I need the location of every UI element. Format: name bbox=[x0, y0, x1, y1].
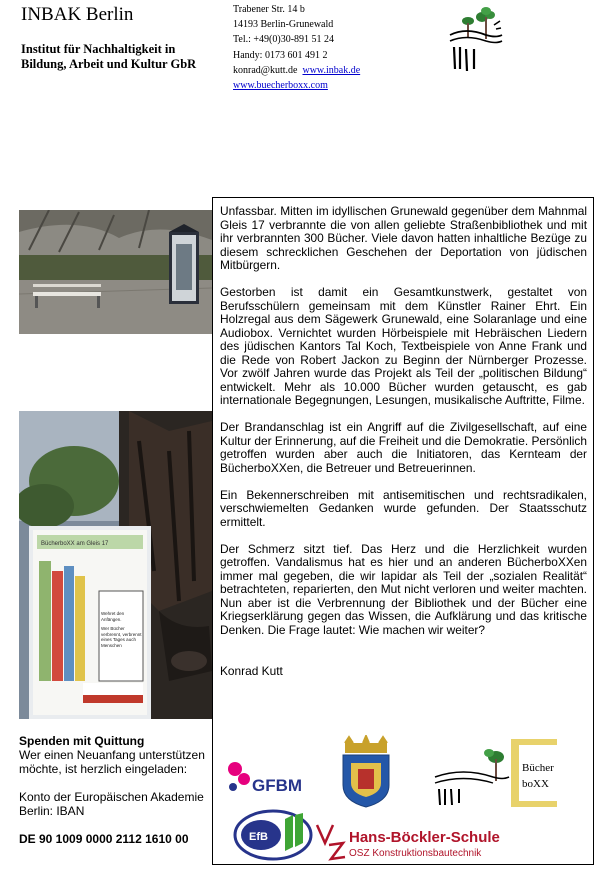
school-subtitle: OSZ Konstruktionsbautechnik bbox=[349, 848, 482, 859]
phone: Tel.: +49(0)30-891 51 24 bbox=[233, 34, 335, 46]
address-street: Trabener Str. 14 b bbox=[233, 4, 305, 15]
donation-line4: Berlin: IBAN bbox=[19, 804, 85, 818]
buecherboxx-text-1: Bücher bbox=[522, 762, 554, 774]
inbak-logo bbox=[446, 5, 504, 77]
hans-boeckler-logo bbox=[317, 825, 500, 859]
donation-iban: DE 90 1009 0000 2112 1610 00 bbox=[19, 832, 189, 846]
signature: Konrad Kutt bbox=[220, 664, 283, 678]
donation-line2: möchte, ist herzlich eingeladen: bbox=[19, 762, 188, 776]
sign-title: BücherboXX am Gleis 17 bbox=[41, 541, 109, 547]
mobile: Handy: 0173 601 491 2 bbox=[233, 49, 328, 61]
buecherboxx-logo bbox=[511, 739, 557, 807]
article-paragraph-3: Der Brandanschlag ist ein Angriff auf die Zivilgesellschaft, auf eine Kultur der Erinnerung, auf die Freiheit und die Demokratie. Persönlich getroffen wurden aber auch die Initiatoren, das Kernteam der BücherboXXen, die Betreuer und Betreuerinnen. bbox=[220, 420, 587, 475]
coat-of-arms-icon bbox=[343, 736, 389, 807]
donation-title: Spenden mit Quittung bbox=[19, 734, 145, 748]
efb-text: EfB bbox=[249, 831, 268, 843]
article-paragraph-1: Unfassbar. Mitten im idyllischen Grunewald gegenüber dem Mahnmal Gleis 17 verbrannte die von allen geliebte Straßenbibliothek und mit ihr verbrannten 300 Bücher. Viele davon hatten inhaltliche Bezüge zu diesem schrecklichen Geschehen der Deportation von jüdischen Mitbürgern. bbox=[220, 204, 587, 272]
donation-line3: Konto der Europäischen Akademie bbox=[19, 790, 204, 804]
article-paragraph-4: Ein Bekennerschreiben mit antisemitischen und rechtsradikalen, verschwiemelten Gedanken wurde gefunden. Der Staatsschutz ermittelt. bbox=[220, 487, 587, 529]
sign-text-1: Wehret den Anfängen. bbox=[101, 611, 125, 622]
gfbm-text: GFBM bbox=[252, 776, 303, 795]
contact-block bbox=[233, 2, 360, 93]
efb-logo bbox=[235, 811, 311, 859]
school-name: Hans-Böckler-Schule bbox=[349, 829, 500, 846]
sign-text-2: Wer Bücher verbrennt, verbrennt eines Tages auch Menschen bbox=[101, 626, 142, 648]
org-name: INBAK Berlin bbox=[21, 4, 134, 25]
website2-link[interactable]: www.buecherboxx.com bbox=[233, 80, 328, 92]
article-paragraph-2: Gestorben ist damit ein Gesamtkunstwerk, gestaltet von Berufsschülern gemeinsam mit dem Künstler Rainer Ehrt. Ein Holzregal aus dem Sägewerk Grunewald, eine Solaranlage und eine Audiobox. Vernichtet wurden Hörbeispiele mit Hebräischen Liedern des jüdischen Kantors Tal Koch, Textbeispiele von Anne Frank und die Rede von Robert Jackon zu Beginn der Nürnberger Prozesse. Vor zwölf Jahren wurde das Projekt als Teil der „politischen Bildung“ entwickelt. Mehr als 10.000 Bücher wurden getauscht, es gab internationale Begegnungen, Lesungen, musikalische Auftritte, Filme. bbox=[220, 285, 587, 407]
org-subtitle-line2: Bildung, Arbeit und Kultur GbR bbox=[21, 57, 197, 71]
photo-bookshelf-burnt bbox=[19, 411, 212, 719]
sponsor-logos bbox=[213, 735, 594, 865]
inbak-small-logo bbox=[435, 749, 509, 805]
article-paragraph-5: Der Schmerz sitzt tief. Das Herz und die Herzlichkeit wurden getroffen. Vandalismus hat es hier und an anderen BücherboXXen immer mal gegeben, die wir lapidar als Teil der „sozialen Realität“ betrachteten, reparierten, den Mut nicht verloren und weiter machten. Nun aber ist die Verbrennung der Bibliothek und der Bücher eine Kriegserklärung gegen das Wissen, die Aufklärung und das kritische Denken. Die Frage lautet: Wie machen wir weiter? bbox=[220, 541, 587, 637]
email: konrad@kutt.de bbox=[233, 64, 298, 76]
buecherboxx-text-2: boXX bbox=[522, 778, 549, 790]
donation-block bbox=[19, 734, 212, 874]
org-subtitle-line1: Institut für Nachhaltigkeit in bbox=[21, 42, 176, 56]
website-link[interactable]: www.inbak.de bbox=[302, 64, 361, 76]
donation-line1: Wer einen Neuanfang unterstützen bbox=[19, 748, 205, 762]
photo-bookshelf-before bbox=[19, 210, 212, 334]
org-subtitle bbox=[21, 42, 196, 72]
gfbm-logo bbox=[228, 762, 302, 795]
address-city: 14193 Berlin-Grunewald bbox=[233, 19, 334, 31]
